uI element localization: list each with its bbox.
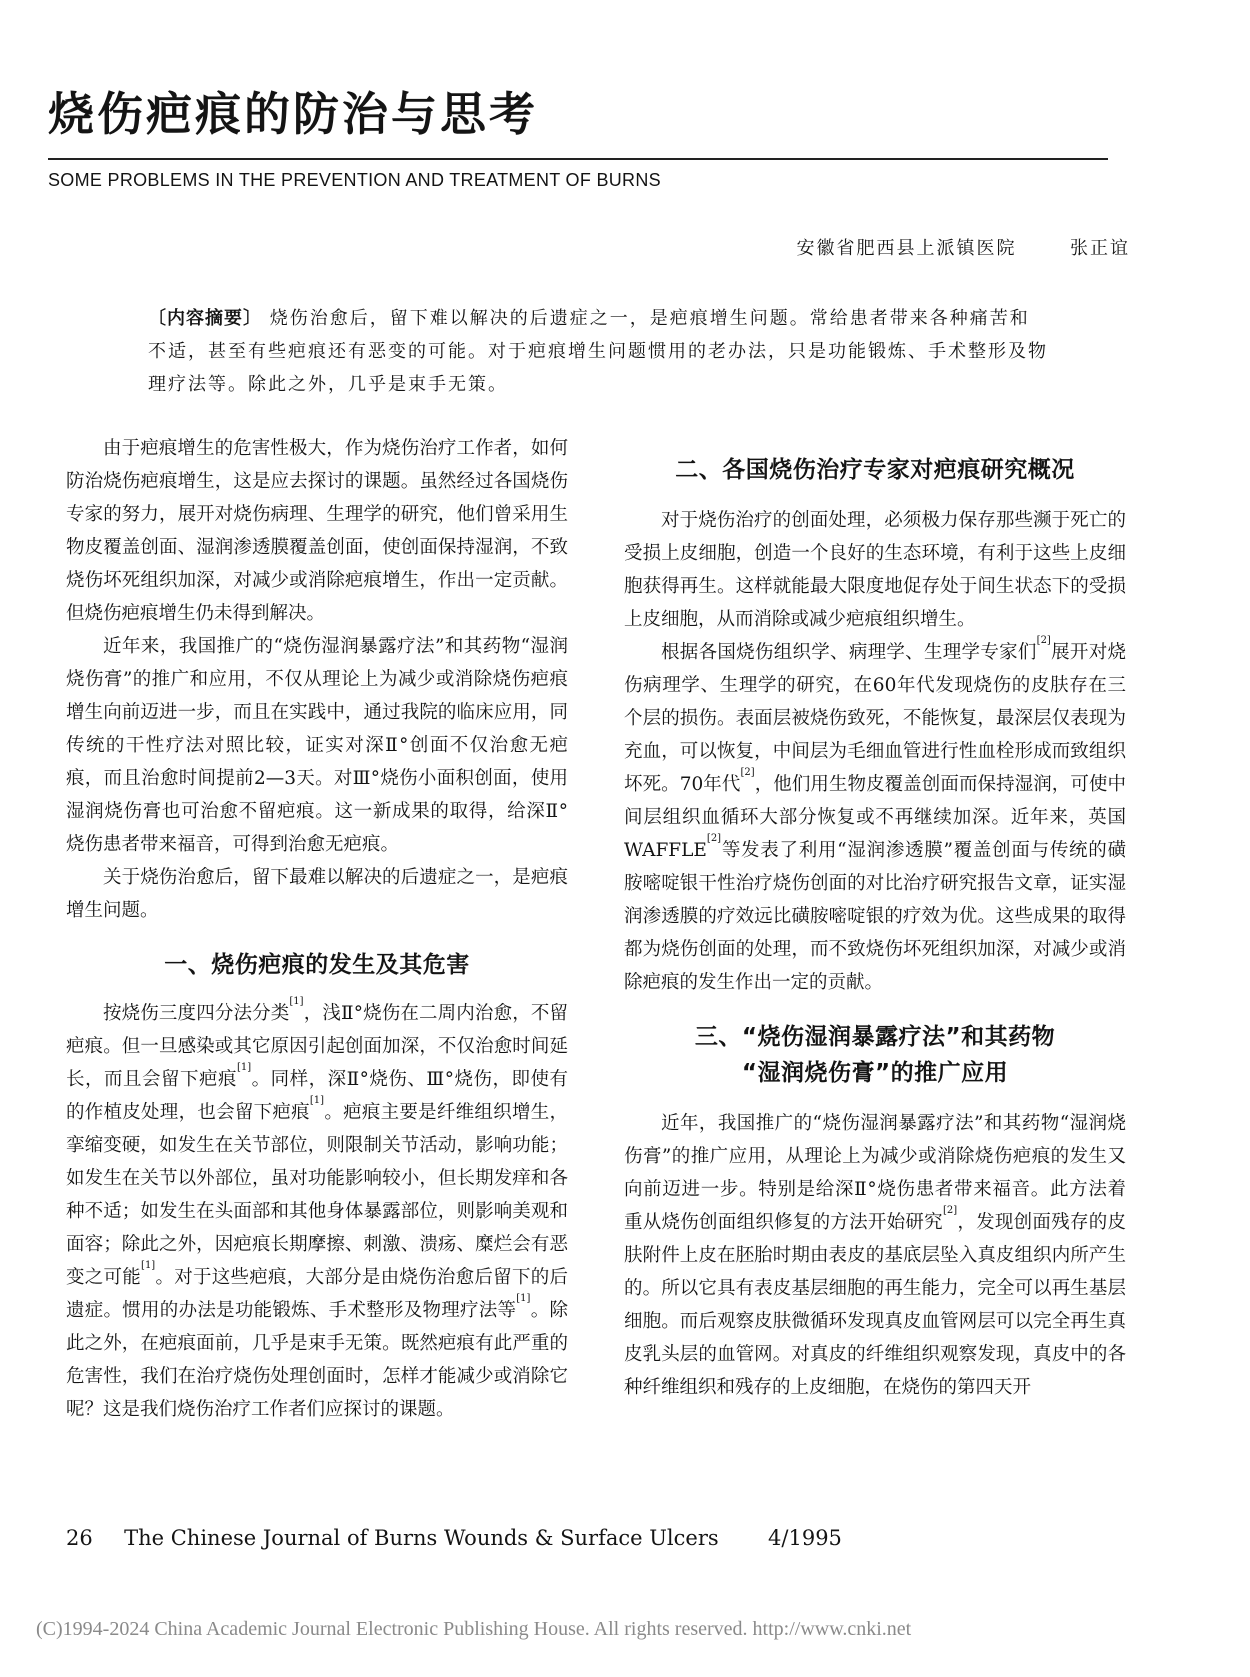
s1-text-d: 。疤痕主要是纤维组织增生，挛缩变硬，如发生在关节部位，则限制关节活动，影响功能；如发生在关节以外部位，虽对功能影响较小，但长期发痒和各种不适；如发生在头面部和其他身体暴露部位，则影响美观和面容；除此之外，因疤痕长期摩擦、刺激、溃疡、糜烂会有恶变之可能 xyxy=(66,1102,568,1288)
section-2-heading: 二、各国烧伤治疗专家对疤痕研究概况 xyxy=(675,457,1075,483)
page-footer xyxy=(66,1526,842,1550)
s3-text-a: 近年，我国推广的“烧伤湿润暴露疗法”和其药物“湿润烧伤膏”的推广应用，从理论上为减少或消除烧伤疤痕的发生又向前迈进一步。特别是给深Ⅱ°烧伤患者带来福音。此方法着重从烧伤创面组织修复的方法开始研究 xyxy=(624,1113,1126,1233)
article-title: 烧伤疤痕的防治与思考 xyxy=(48,87,538,141)
title-rule xyxy=(48,158,1108,160)
citation: [2] xyxy=(740,767,755,778)
affiliation: 安徽省肥西县上派镇医院 xyxy=(796,238,1017,259)
abstract xyxy=(148,302,1048,401)
s2-text-a: 根据各国烧伤组织学、病理学、生理学专家们 xyxy=(661,642,1037,663)
abstract-text: 烧伤治愈后，留下难以解决的后遗症之一，是疤痕增生问题。常给患者带来各种痛苦和不适，甚至有些疤痕还有恶变的可能。对于疤痕增生问题惯用的老办法，只是功能锻炼、手术整形及物理疗法等。除此之外，几乎是束手无策。 xyxy=(148,308,1048,395)
citation: [2] xyxy=(706,833,722,844)
citation: [1] xyxy=(141,1260,156,1271)
s2-text-b: 展开对烧伤病理学、生理学的研究，在60年代发现烧伤的皮肤存在三个层的损伤。表面层被烧伤致死，不能恢复，最深层仅表现为充血，可以恢复，中间层为毛细血管进行性血栓形成而致组织坏死。70年代 xyxy=(624,642,1126,795)
copyright-notice: (C)1994-2024 China Academic Journal Electronic Publishing House. All rights reserved. http://www.cnki.net xyxy=(36,1618,912,1640)
left-column xyxy=(66,432,568,1426)
citation: [1] xyxy=(236,1062,252,1073)
english-title: SOME PROBLEMS IN THE PREVENTION AND TREATMENT OF BURNS xyxy=(48,170,661,190)
intro-paragraph-1: 由于疤痕增生的危害性极大，作为烧伤治疗工作者，如何防治烧伤疤痕增生，这是应去探讨的课题。虽然经过各国烧伤专家的努力，展开对烧伤病理、生理学的研究，他们曾采用生物皮覆盖创面、湿润渗透膜覆盖创面，使创面保持湿润，不致烧伤坏死组织加深，对减少或消除疤痕增生，作出一定贡献。但烧伤疤痕增生仍未得到解决。 xyxy=(66,438,568,624)
s2-text-c: ，他们用生物皮覆盖创面而保持湿润，可使中间层组织血循环大部分恢复或不再继续加深。近年来，英国WAFFLE xyxy=(624,774,1126,861)
citation: [1] xyxy=(289,996,304,1007)
intro-paragraph-3: 关于烧伤治愈后，留下最难以解决的后遗症之一，是疤痕增生问题。 xyxy=(66,867,568,921)
abstract-label: 〔内容摘要〕 xyxy=(148,308,262,329)
s1-text-b: ，浅Ⅱ°烧伤在二周内治愈，不留疤痕。但一旦感染或其它原因引起创面加深，不仅治愈时间延长，而且会留下疤痕 xyxy=(66,1003,568,1090)
page-number: 26 xyxy=(66,1526,93,1550)
section-3-paragraph xyxy=(624,1107,1126,1404)
section-1-heading: 一、烧伤疤痕的发生及其危害 xyxy=(164,952,470,978)
issue-number: 4/1995 xyxy=(768,1526,842,1550)
author-line xyxy=(680,234,1130,260)
s1-text-f: 。除此之外，在疤痕面前，几乎是束手无策。既然疤痕有此严重的危害性，我们在治疗烧伤处理创面时，怎样才能减少或消除它呢？这是我们烧伤治疗工作者们应探讨的课题。 xyxy=(66,1300,568,1420)
s1-text-e: 。对于这些疤痕，大部分是由烧伤治愈后留下的后遗症。惯用的办法是功能锻炼、手术整形及物理疗法等 xyxy=(66,1267,568,1321)
s1-text-c: 。同样，深Ⅱ°烧伤、Ⅲ°烧伤，即使有的作植皮处理，也会留下疤痕 xyxy=(66,1069,568,1123)
s1-text-a: 按烧伤三度四分法分类 xyxy=(103,1003,290,1024)
section-3-heading-line-1: 三、“烧伤湿润暴露疗法”和其药物 xyxy=(694,1024,1056,1050)
section-2-paragraph-1: 对于烧伤治疗的创面处理，必须极力保存那些濒于死亡的受损上皮细胞，创造一个良好的生态环境，有利于这些上皮细胞获得再生。这样就能最大限度地促存处于间生状态下的受损上皮细胞，从而消除或减少疤痕组织增生。 xyxy=(624,510,1126,630)
right-column xyxy=(624,452,1126,1404)
citation: [1] xyxy=(309,1095,325,1106)
section-1-paragraph xyxy=(66,997,568,1426)
citation: [2] xyxy=(1036,635,1051,646)
s3-text-b: ，发现创面残存的皮肤附件上皮在胚胎时期由表皮的基底层坠入真皮组织内所产生的。所以它具有表皮基层细胞的再生能力，完全可以再生基层细胞。而后观察皮肤微循环发现真皮血管网层可以完全再生真皮乳头层的血管网。对真皮的纤维组织观察发现，真皮中的各种纤维组织和残存的上皮细胞，在烧伤的第四天开 xyxy=(624,1212,1126,1398)
section-2-paragraph-2 xyxy=(624,636,1126,999)
journal-name: The Chinese Journal of Burns Wounds & Surface Ulcers xyxy=(124,1526,719,1550)
citation: [2] xyxy=(942,1205,958,1216)
section-3-heading-line-2: “湿润烧伤膏”的推广应用 xyxy=(741,1060,1009,1086)
intro-paragraph-2: 近年来，我国推广的“烧伤湿润暴露疗法”和其药物“湿润烧伤膏”的推广和应用，不仅从理论上为减少或消除烧伤疤痕增生向前迈进一步，而且在实践中，通过我院的临床应用，同传统的干性疗法对照比较，证实对深Ⅱ°创面不仅治愈无疤痕，而且治愈时间提前2—3天。对Ⅲ°烧伤小面积创面，使用湿润烧伤膏也可治愈不留疤痕。这一新成果的取得，给深Ⅱ°烧伤患者带来福音，可得到治愈无疤痕。 xyxy=(66,636,568,855)
s2-text-d: 等发表了利用“湿润渗透膜”覆盖创面与传统的磺胺嘧啶银干性治疗烧伤创面的对比治疗研究报告文章，证实湿润渗透膜的疗效远比磺胺嘧啶银的疗效为优。这些成果的取得都为烧伤创面的处理，而不致烧伤坏死组织加深，对减少或消除疤痕的发生作出一定的贡献。 xyxy=(624,840,1126,993)
citation: [1] xyxy=(516,1293,531,1304)
author-name: 张正谊 xyxy=(1070,238,1130,259)
